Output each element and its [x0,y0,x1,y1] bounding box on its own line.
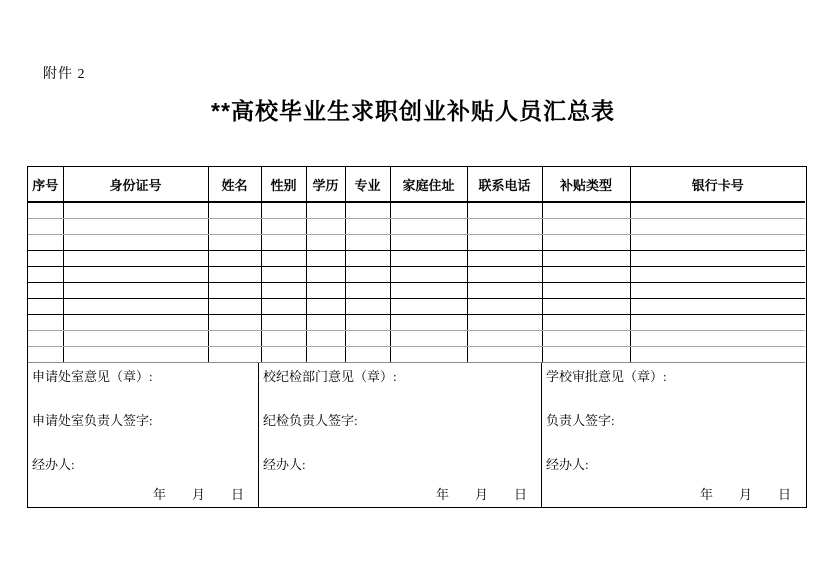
table-row [28,202,805,219]
table-cell [467,202,542,219]
table-cell [467,251,542,267]
table-cell [542,315,630,331]
page-title: **高校毕业生求职创业补贴人员汇总表 [211,98,615,124]
table-cell [390,331,467,347]
table-cell [306,347,345,363]
table-cell [28,315,63,331]
table-cell [306,283,345,299]
opinion-label: 校纪检部门意见（章）: [263,369,397,384]
table-cell [390,283,467,299]
table-cell [345,267,390,283]
table-cell [306,267,345,283]
table-cell [306,235,345,251]
table-cell [542,347,630,363]
table-cell [208,219,261,235]
handler-label: 经办人: [546,457,589,472]
table-cell [390,267,467,283]
table-cell [467,219,542,235]
table-cell [28,299,63,315]
table-cell [306,202,345,219]
table-cell [28,283,63,299]
table-cell [208,235,261,251]
signature-section [28,362,805,507]
opinion-label: 学校审批意见（章）: [546,369,667,384]
table-cell [306,219,345,235]
signature-box-discipline-inspection [258,363,541,507]
column-header-5: 学历 [306,167,345,202]
table-cell [345,251,390,267]
table-cell [630,315,805,331]
table-cell [390,347,467,363]
table-cell [467,283,542,299]
column-header-4: 性别 [261,167,306,202]
table-cell [306,315,345,331]
column-header-3: 姓名 [208,167,261,202]
table-cell [63,331,208,347]
table-body [28,202,805,362]
table-cell [467,299,542,315]
table-cell [467,315,542,331]
table-cell [28,251,63,267]
table-cell [261,251,306,267]
table-row [28,235,805,251]
date-label: 年 月 日 [152,487,244,502]
table-cell [261,202,306,219]
table-row [28,267,805,283]
table-cell [261,283,306,299]
table-cell [261,235,306,251]
table-cell [208,267,261,283]
table-cell [306,299,345,315]
table-cell [345,202,390,219]
table-cell [630,283,805,299]
table-cell [542,283,630,299]
column-header-9: 补贴类型 [542,167,630,202]
table-cell [28,331,63,347]
signature-box-applying-office [28,363,258,507]
date-label: 年 月 日 [435,487,527,502]
table-cell [261,299,306,315]
table-cell [542,219,630,235]
table-cell [261,315,306,331]
table-cell [630,347,805,363]
attachment-label: 附件 2 [43,67,86,82]
table-cell [390,299,467,315]
summary-form [27,166,807,508]
table-cell [467,267,542,283]
signature-box-school-approval [541,363,805,507]
table-cell [208,283,261,299]
table-cell [261,267,306,283]
table-row [28,299,805,315]
table-cell [208,347,261,363]
table-cell [467,347,542,363]
table-cell [208,202,261,219]
table-cell [390,202,467,219]
table-cell [63,267,208,283]
column-header-1: 序号 [28,167,63,202]
table-cell [63,283,208,299]
table-row [28,251,805,267]
table-cell [390,235,467,251]
header-row [28,167,805,202]
column-header-6: 专业 [345,167,390,202]
table-cell [542,251,630,267]
summary-table [28,167,805,362]
table-cell [345,331,390,347]
table-cell [28,347,63,363]
signer-label: 纪检负责人签字: [263,413,358,428]
table-cell [208,331,261,347]
table-cell [345,347,390,363]
date-label: 年 月 日 [699,487,791,502]
table-cell [63,202,208,219]
table-cell [345,315,390,331]
table-row [28,283,805,299]
table-cell [467,331,542,347]
table-cell [542,267,630,283]
table-cell [63,235,208,251]
table-cell [630,202,805,219]
table-cell [630,235,805,251]
table-cell [63,347,208,363]
table-cell [63,219,208,235]
opinion-label: 申请处室意见（章）: [32,369,153,384]
table-cell [63,251,208,267]
table-cell [390,315,467,331]
column-header-10: 银行卡号 [630,167,805,202]
table-cell [467,235,542,251]
table-cell [630,299,805,315]
table-cell [630,219,805,235]
table-cell [345,219,390,235]
table-cell [28,267,63,283]
table-cell [306,331,345,347]
table-cell [542,235,630,251]
table-cell [542,331,630,347]
table-cell [261,347,306,363]
handler-label: 经办人: [32,457,75,472]
table-cell [208,299,261,315]
table-row [28,331,805,347]
table-cell [261,331,306,347]
table-cell [542,299,630,315]
table-cell [28,235,63,251]
table-row [28,347,805,363]
table-cell [390,219,467,235]
table-cell [63,299,208,315]
table-cell [306,251,345,267]
table-cell [345,235,390,251]
table-cell [630,331,805,347]
table-row [28,315,805,331]
table-cell [28,219,63,235]
signer-label: 申请处室负责人签字: [32,413,153,428]
column-header-2: 身份证号 [63,167,208,202]
column-header-8: 联系电话 [467,167,542,202]
table-row [28,219,805,235]
table-cell [261,219,306,235]
table-cell [28,202,63,219]
table-cell [630,267,805,283]
column-header-7: 家庭住址 [390,167,467,202]
table-cell [208,315,261,331]
table-cell [542,202,630,219]
table-cell [63,315,208,331]
table-cell [345,299,390,315]
handler-label: 经办人: [263,457,306,472]
table-cell [345,283,390,299]
signer-label: 负责人签字: [546,413,615,428]
table-cell [208,251,261,267]
table-cell [630,251,805,267]
table-cell [390,251,467,267]
